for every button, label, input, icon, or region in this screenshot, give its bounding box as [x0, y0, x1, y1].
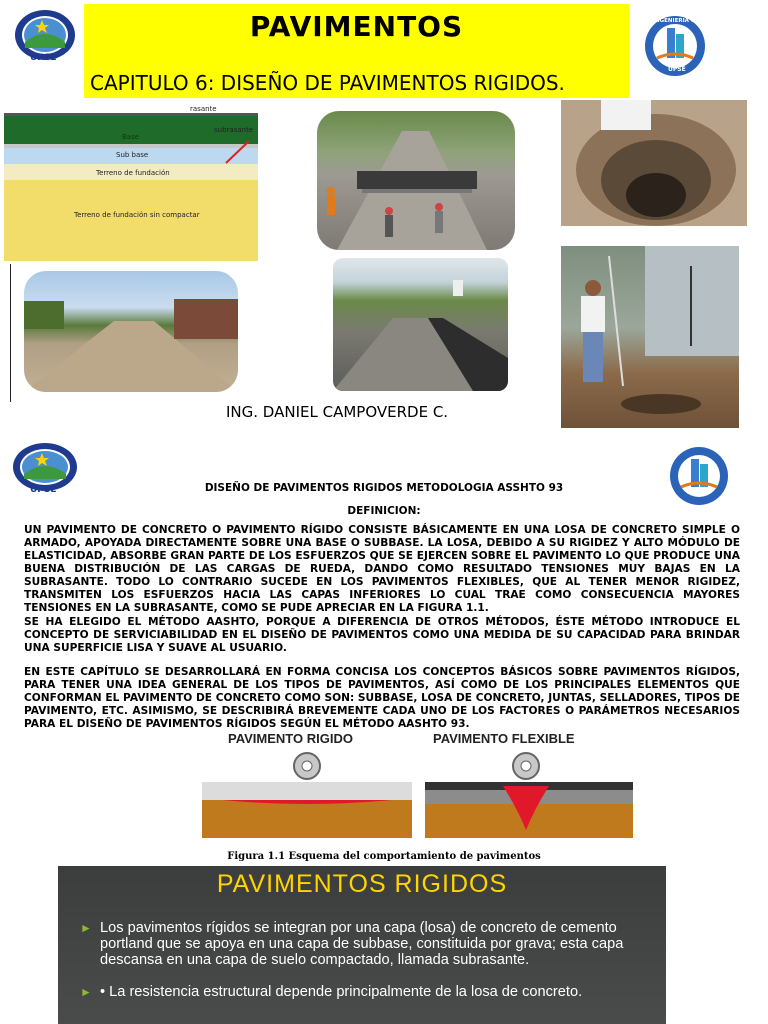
paving-crew-photo — [317, 111, 515, 250]
bullet-arrow-icon: ► — [80, 985, 92, 999]
upse-logo-secondary-text: UPSE — [30, 485, 57, 495]
rigid-pavement-figure — [202, 752, 412, 838]
paragraph-2: SE HA ELEGIDO EL MÉTODO AASHTO, PORQUE A DIFERENCIA DE OTROS MÉTODOS, ÉSTE MÉTODO INTRODUCE EL CONCEPTO DE SERVICIABILIDAD EN EL DISEÑO DE PAVIMENTOS COMO UNA MEDIDA DE SU CAPACIDAD PARA BRINDAR UNA SUPERFICIE LISA Y SUAVE AL USUARIO. — [24, 616, 740, 654]
test-pit-photo — [561, 100, 747, 226]
layer-label-terreno-sin-compactar: Terreno de fundación sin compactar — [74, 211, 200, 219]
asphalt-road-photo — [333, 258, 508, 391]
slide-bullet-2-text: • La resistencia estructural depende principalmente de la losa de concreto. — [100, 984, 583, 1000]
layer-label-subrasante: subrasante — [214, 126, 254, 134]
slide-bullet-1-text: Los pavimentos rígidos se integran por una capa (losa) de concreto de cemento portland que se apoya en una capa de subbase, constituida por grava; esta capa descansa en una capa de suelo compactado, llamada subrasante. — [100, 920, 624, 968]
cobblestone-road-photo — [24, 271, 238, 392]
layer-label-subbase: Sub base — [116, 151, 149, 159]
slide-title: PAVIMENTOS RIGIDOS — [216, 870, 508, 898]
ingenieria-civil-ring: INGENIERIA CIVIL — [653, 18, 707, 24]
author-name: ING. DANIEL CAMPOVERDE C. — [226, 403, 449, 421]
pavement-layers-diagram — [4, 101, 258, 261]
layer-label-rasante: rasante — [190, 105, 217, 113]
paragraph-1: UN PAVIMENTO DE CONCRETO O PAVIMENTO RÍGIDO CONSISTE BÁSICAMENTE EN UNA LOSA DE CONCRETO SIMPLE O ARMADO, APOYADA DIRECTAMENTE SOBRE UNA BASE O SUBBASE. LA LOSA, DEBIDO A SU RIGIDEZ Y ALTO MÓDULO DE ELASTICIDAD, ABSORBE GRAN PARTE DE LOS ESFUERZOS QUE SE EJERCEN SOBRE EL PAVIMENTO LO QUE PRODUCE UNA BUENA DISTRIBUCIÓN DE LAS CARGAS DE RUEDA, DANDO COMO RESULTADO TENSIONES MUY BAJAS EN LA SUBRASANTE. TODO LO CONTRARIO SUCEDE EN LOS PAVIMENTOS FLEXIBLES, QUE AL TENER MENOR RIGIDEZ, TRANSMITEN LOS ESFUERZOS HACIA LAS CAPAS INFERIORES LO CUAL TRAE COMO CONSECUENCIA MAYORES TENSIONES EN LA SUBRASANTE, COMO SE PUDE APRECIAR EN LA FIGURA 1.1. — [24, 524, 740, 614]
rigid-pavement-label: PAVIMENTO RIGIDO — [228, 731, 353, 746]
field-engineer-photo — [561, 246, 739, 428]
collage-divider-line — [10, 264, 11, 402]
layer-label-terreno: Terreno de fundación — [96, 169, 170, 177]
ingenieria-civil-logo-secondary — [668, 445, 730, 507]
definition-heading: DEFINICION: — [347, 505, 421, 517]
flexible-pavement-label: PAVIMENTO FLEXIBLE — [433, 731, 575, 746]
upse-logo-text: UPSE — [30, 53, 57, 63]
flexible-pavement-figure — [425, 752, 633, 838]
figure-caption: Figura 1.1 Esquema del comportamiento de pavimentos — [227, 851, 541, 862]
document-heading: DISEÑO DE PAVIMENTOS RIGIDOS METODOLOGIA ASSHTO 93 — [204, 482, 564, 494]
layer-label-base: Base — [122, 133, 140, 141]
paragraph-3: EN ESTE CAPÍTULO SE DESARROLLARÁ EN FORMA CONCISA LOS CONCEPTOS BÁSICOS SOBRE PAVIMENTOS RÍGIDOS, PARA TENER UNA IDEA GENERAL DE LOS TIPOS DE PAVIMENTOS, ASÍ COMO DE LOS PRINCIPALES ELEMENTOS QUE CONFORMAN EL PAVIMENTO DE CONCRETO COMO SON: SUBBASE, LOSA DE CONCRETO, JUNTAS, SELLADORES, TIPOS DE PAVIMENTO, ETC. ASIMISMO, SE DESCRIBIRÁ BREVEMENTE CADA UNO DE LOS FACTORES O PARÁMETROS NECESARIOS PARA EL DISEÑO DE PAVIMENTOS RÍGIDOS SEGÚN EL MÉTODO AASHTO 93. — [24, 666, 740, 730]
page-title: PAVIMENTOS — [249, 10, 464, 43]
chapter-subtitle: CAPITULO 6: DISEÑO DE PAVIMENTOS RIGIDOS. — [90, 71, 565, 95]
ingenieria-civil-short: UPSE — [668, 66, 686, 73]
bullet-arrow-icon: ► — [80, 921, 92, 935]
